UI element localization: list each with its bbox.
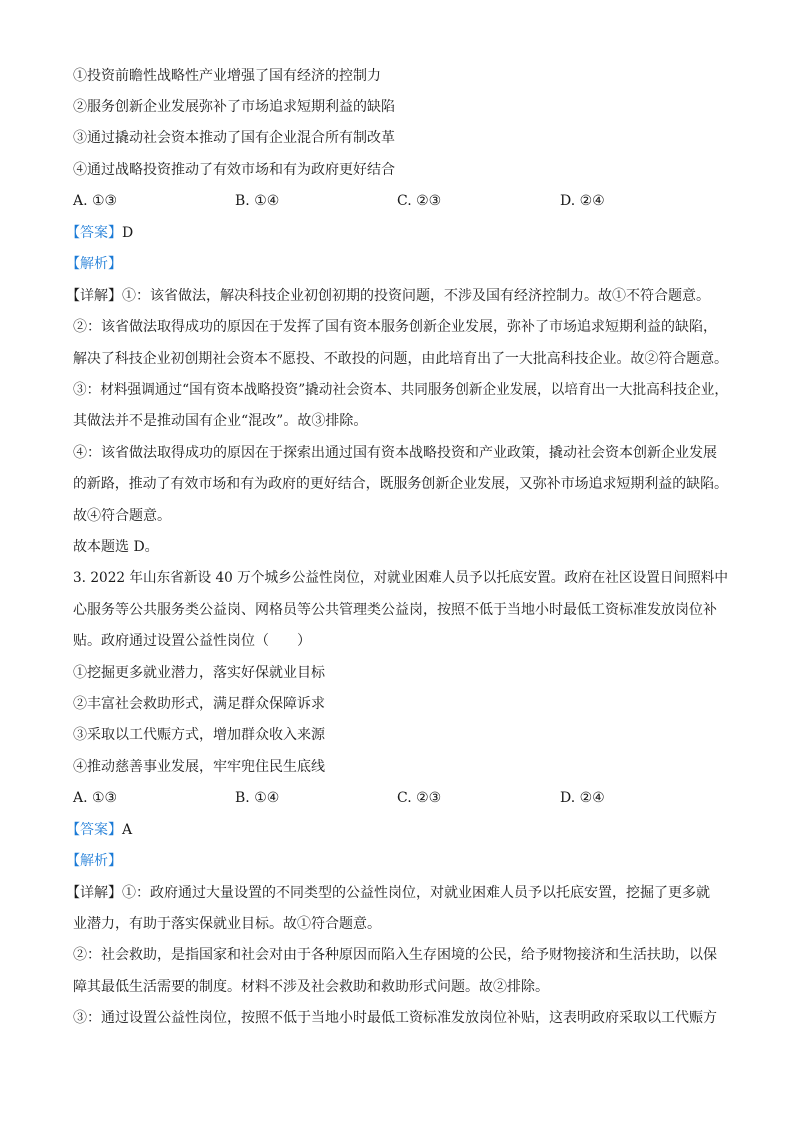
q2-answer-tag: 【答案】 [66, 225, 122, 241]
q2-explanation-3: 解决了科技企业初创期社会资本不愿投、不敢投的问题，由此培育出了一大批高科技企业。故②符合题意。 [73, 351, 728, 367]
q3-explanation-4: 障其最低生活需要的制度。材料不涉及社会救助和救助形式问题。故②排除。 [73, 979, 549, 995]
q3-statement-2: ②丰富社会救助形式，满足群众保障诉求 [73, 696, 325, 712]
q3-analysis-label: 【解析】 [66, 853, 122, 869]
q3-option-b: B. ①④ [235, 790, 280, 806]
q3-statement-3: ③采取以工代赈方式，增加群众收入来源 [73, 727, 325, 743]
q2-explanation-4: ③：材料强调通过“国有资本战略投资”撬动社会资本、共同服务创新企业发展，以培育出一大批高科技企业， [73, 382, 728, 398]
q3-stem-1: 3. 2022 年山东省新设 40 万个城乡公益性岗位，对就业困难人员予以托底安置。政府在社区设置日间照料中 [73, 570, 728, 586]
q2-explanation-text-1: ①：该省做法，解决科技企业初创初期的投资问题，不涉及国有经济控制力。故①不符合题意。 [122, 288, 710, 304]
q2-conclusion: 故本题选 D。 [73, 539, 159, 555]
q2-explanation-7: 的新路，推动了有效市场和有为政府的更好结合，既服务创新企业发展，又弥补市场追求短期利益的缺陷。 [73, 476, 728, 492]
q2-detail-tag: 【详解】 [66, 288, 122, 304]
q3-statement-1: ①挖掘更多就业潜力，落实好保就业目标 [73, 665, 325, 681]
q2-options [73, 191, 723, 211]
q3-answer [66, 820, 132, 840]
q2-analysis-tag [66, 254, 122, 274]
q3-option-d: D. ②④ [560, 790, 605, 806]
q3-explanation-5: ③：通过设置公益性岗位，按照不低于当地小时最低工资标准发放岗位补贴，这表明政府采取以工代赈方 [73, 1010, 717, 1026]
q2-statement-3: ③通过撬动社会资本推动了国有企业混合所有制改革 [73, 130, 395, 146]
q3-answer-value: A [122, 822, 133, 838]
q2-answer-value: D [122, 225, 134, 241]
q2-explanation-5: 其做法并不是推动国有企业“混改”。故③排除。 [73, 413, 368, 429]
q3-option-a: A. ①③ [73, 790, 118, 806]
q2-explanation-6: ④：该省做法取得成功的原因在于探索出通过国有资本战略投资和产业政策，撬动社会资本创新企业发展 [73, 445, 717, 461]
q2-option-b: B. ①④ [235, 193, 280, 209]
q3-explanation-3: ②：社会救助，是指国家和社会对由于各种原因而陷入生存困境的公民，给予财物接济和生活扶助，以保 [73, 947, 717, 963]
q2-answer [66, 223, 133, 243]
q2-statement-4: ④通过战略投资推动了有效市场和有为政府更好结合 [73, 162, 395, 178]
q2-explanation-8: 故④符合题意。 [73, 508, 171, 524]
q3-options [73, 788, 723, 808]
q3-stem-3: 贴。政府通过设置公益性岗位（ ） [73, 633, 311, 649]
q2-explanation-1 [66, 286, 710, 306]
q3-analysis-tag [66, 851, 122, 871]
q3-statement-4: ④推动慈善事业发展，牢牢兜住民生底线 [73, 759, 325, 775]
q2-option-d: D. ②④ [560, 193, 605, 209]
q2-explanation-2: ②：该省做法取得成功的原因在于发挥了国有资本服务创新企业发展，弥补了市场追求短期利益的缺陷， [73, 319, 717, 335]
q2-statement-2: ②服务创新企业发展弥补了市场追求短期利益的缺陷 [73, 99, 395, 115]
q3-answer-tag: 【答案】 [66, 822, 122, 838]
q3-explanation-text-1: ①：政府通过大量设置的不同类型的公益性岗位，对就业困难人员予以托底安置，挖掘了更多就 [122, 885, 710, 901]
q3-explanation-1 [66, 883, 710, 903]
q2-statement-1: ①投资前瞻性战略性产业增强了国有经济的控制力 [73, 68, 381, 84]
q3-explanation-2: 业潜力，有助于落实保就业目标。故①符合题意。 [73, 916, 381, 932]
q2-option-c: C. ②③ [397, 193, 442, 209]
q3-stem-2: 心服务等公共服务类公益岗、网格员等公共管理类公益岗，按照不低于当地小时最低工资标准发放岗位补 [73, 602, 717, 618]
q2-analysis-label: 【解析】 [66, 256, 122, 272]
q3-detail-tag: 【详解】 [66, 885, 122, 901]
q3-option-c: C. ②③ [397, 790, 442, 806]
q2-option-a: A. ①③ [73, 193, 118, 209]
